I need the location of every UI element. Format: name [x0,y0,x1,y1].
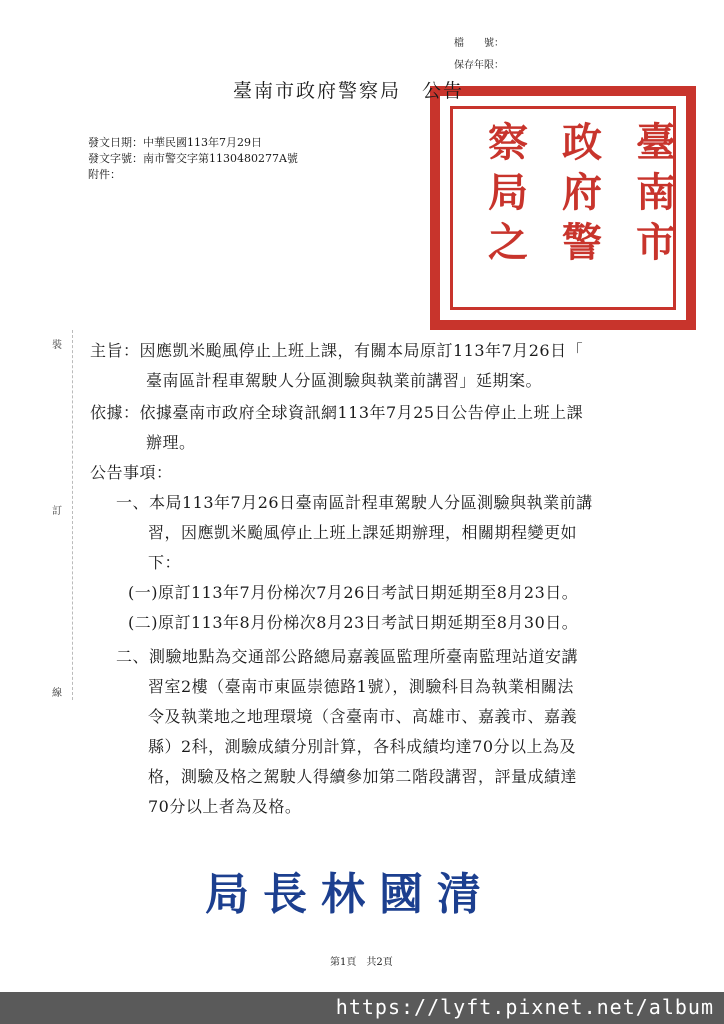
seal-column-3: 察局之 [488,119,528,266]
retention-period-label: 保存年限： [454,60,504,71]
item-2-line-6: 70分以上者為及格。 [148,797,302,816]
watermark-url: https://lyft.pixnet.net/album [335,995,714,1019]
document-title: 臺南市政府警察局 公告 [233,80,465,102]
director-signature: 局長林國清 [205,869,495,920]
item-2-line-2: 習室2樓（臺南市東區崇德路1號），測驗科目為執業相關法 [148,677,574,696]
file-number-label: 檔 號： [454,38,504,49]
item-2-line-3: 令及執業地之地理環境（含臺南市、高雄市、嘉義市、嘉義 [148,707,578,726]
official-seal [430,86,696,330]
sub-item-2: (二)原訂113年8月份梯次8月23日考試日期延期至8月30日。 [128,613,579,632]
binding-label-zhuang: 裝 [52,340,62,351]
issue-date: 發文日期：中華民國113年7月29日 [88,136,262,149]
seal-column-2: 政府警 [562,119,602,266]
page-number: 第1頁 共2頁 [330,957,393,968]
basis-line-1: 依據：依據臺南市政府全球資訊網113年7月25日公告停止上班上課 [90,403,584,422]
sub-item-1: (一)原訂113年7月份梯次7月26日考試日期延期至8月23日。 [128,583,579,602]
binding-label-ding: 訂 [52,506,62,517]
item-1-line-3: 下： [148,553,182,572]
binding-label-xian: 線 [52,688,62,699]
document-number: 發文字號：南市警交字第1130480277A號 [88,152,298,165]
item-2-line-1: 二、測驗地點為交通部公路總局嘉義區監理所臺南監理站道安講 [116,647,579,666]
item-2-line-5: 格，測驗及格之駕駛人得續參加第二階段講習，評量成績達 [148,767,578,786]
subject-line-1: 主旨：因應凱米颱風停止上班上課，有關本局原訂113年7月26日「 [90,341,584,360]
item-1-line-1: 一、本局113年7月26日臺南區計程車駕駛人分區測驗與執業前講 [116,493,593,512]
binding-line [72,330,73,700]
basis-line-2: 辦理。 [146,433,196,452]
subject-line-2: 臺南區計程車駕駛人分區測驗與執業前講習」延期案。 [146,371,543,390]
seal-column-1: 臺南市 [636,119,676,266]
item-2-line-4: 縣）2科，測驗成績分別計算，各科成績均達70分以上為及 [148,737,577,756]
attachment-label: 附件： [88,168,121,181]
items-heading: 公告事項： [90,463,173,482]
item-1-line-2: 習，因應凱米颱風停止上班上課延期辦理，相關期程變更如 [148,523,578,542]
